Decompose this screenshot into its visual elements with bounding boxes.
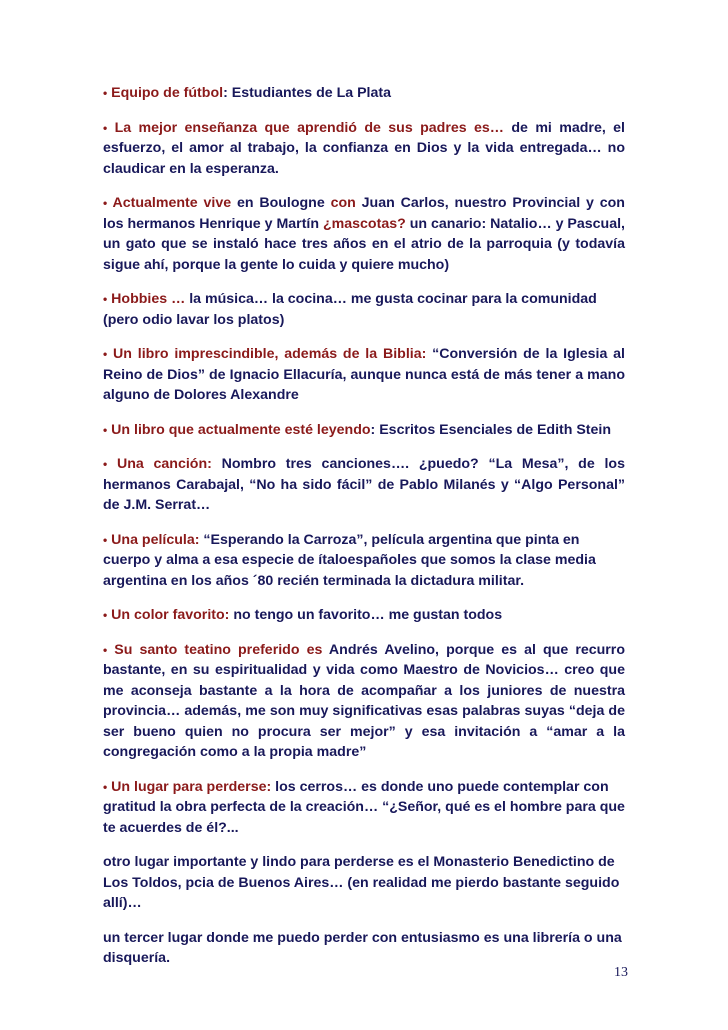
item-label: Actualmente vive <box>112 195 232 211</box>
bullet: • <box>103 292 108 306</box>
bullet: • <box>103 196 108 210</box>
bullet: • <box>103 642 108 657</box>
item-text: “Conversión de la Iglesia al Reino de Dios” de Ignacio Ellacuría, aunque nunca está de más tener a mano alguno de Dolores Alexandre <box>103 346 625 403</box>
item-label: Un libro imprescindible, además de la Biblia: <box>113 346 427 362</box>
item-label: Equipo de fútbol <box>111 85 224 101</box>
item-libro-imprescindible <box>103 344 625 406</box>
item-pelicula <box>103 530 625 592</box>
item-text: Andrés Avelino, porque es al que recurro bastante, en su espiritualidad y vida como Maestro de Novicios… creo que me aconseja bastante a la hora de acompañar a los juniores de nuestra provincia… además, me son muy significativas esas palabras suyas “deja de ser bueno quien no procura ser mejor” y esa invitación a “amar a la congregación como a la propia madre” <box>103 641 625 760</box>
page-number: 13 <box>614 965 628 980</box>
item-text: no tengo un favorito… me gustan todos <box>229 607 503 623</box>
item-text: en Boulogne <box>231 195 331 211</box>
item-label: con <box>330 195 356 211</box>
paragraph-otro-lugar: otro lugar importante y lindo para perderse es el Monasterio Benedictino de Los Toldos, pcia de Buenos Aires… (en realidad me pierdo bastante seguido allí)… <box>103 854 620 911</box>
item-libro-leyendo <box>103 420 625 441</box>
item-actualmente-vive <box>103 193 625 275</box>
item-label: Hobbies … <box>111 291 186 307</box>
item-text: Juan Carlos, nuestro Provincial y con los hermanos Henrique y Martín <box>103 195 625 232</box>
bullet: • <box>103 608 108 622</box>
item-text: de mi madre, el esfuerzo, el amor al trabajo, la confianza en Dios y la vida entregada… no claudicar en la esperanza. <box>103 119 625 177</box>
item-label: Un lugar para perderse: <box>111 778 272 795</box>
item-color-favorito <box>103 605 625 626</box>
item-hobbies <box>103 289 625 330</box>
item-text: Escritos Esenciales de Edith Stein <box>379 421 612 438</box>
item-separator: : <box>223 85 232 101</box>
item-mejor-ensenanza <box>103 118 625 180</box>
item-text: la música… la cocina… me gusta cocinar para la comunidad (pero odio lavar los platos) <box>103 291 597 328</box>
bullet: • <box>103 779 108 794</box>
item-cancion <box>103 454 625 516</box>
item-separator: : <box>370 421 380 438</box>
item-santo-teatino <box>103 640 625 763</box>
item-label: ¿mascotas? <box>322 215 406 232</box>
bullet: • <box>103 532 108 547</box>
item-label: La mejor enseñanza que aprendió de sus padres es… <box>114 119 504 136</box>
item-text: los cerros… es donde uno puede contemplar con gratitud la obra perfecta de la creación… “¿Señor, qué es el hombre para que te acuerdes de él?... <box>103 778 625 836</box>
item-text: un canario: Natalio… y Pascual, un gato que se instaló hace tres años en el atrio de la parroquia (y todavía sigue ahí, porque la gente lo cuida y quiere mucho) <box>103 215 625 273</box>
item-label: Una canción: <box>116 456 212 472</box>
bullet: • <box>103 86 108 100</box>
document-body <box>103 83 625 983</box>
item-label: Una película: <box>111 531 200 548</box>
item-label: Su santo teatino preferido es <box>114 641 323 658</box>
bullet: • <box>103 457 108 471</box>
item-text: Nombro tres canciones…. ¿puedo? “La Mesa”, de los hermanos Carabajal, “No ha sido fácil” de Pablo Milanés y “Algo Personal” de J.M. Serrat… <box>103 456 625 513</box>
item-equipo-futbol <box>103 83 625 104</box>
bullet: • <box>103 422 108 437</box>
item-label: Un libro que actualmente esté leyendo <box>111 421 371 438</box>
paragraph-tercer-lugar: un tercer lugar donde me puedo perder con entusiasmo es una librería o una disquería. <box>103 929 622 966</box>
item-text: “Esperando la Carroza”, película argentina que pinta en cuerpo y alma a esa especie de ítaloespañoles que somos la clase media argentina en los años ´80 recién terminada la dictadura militar. <box>103 531 596 589</box>
bullet: • <box>103 347 108 361</box>
bullet: • <box>103 120 108 135</box>
item-text: Estudiantes de La Plata <box>231 85 391 101</box>
item-label: Un color favorito: <box>111 607 230 623</box>
item-lugar-perderse <box>103 777 625 839</box>
